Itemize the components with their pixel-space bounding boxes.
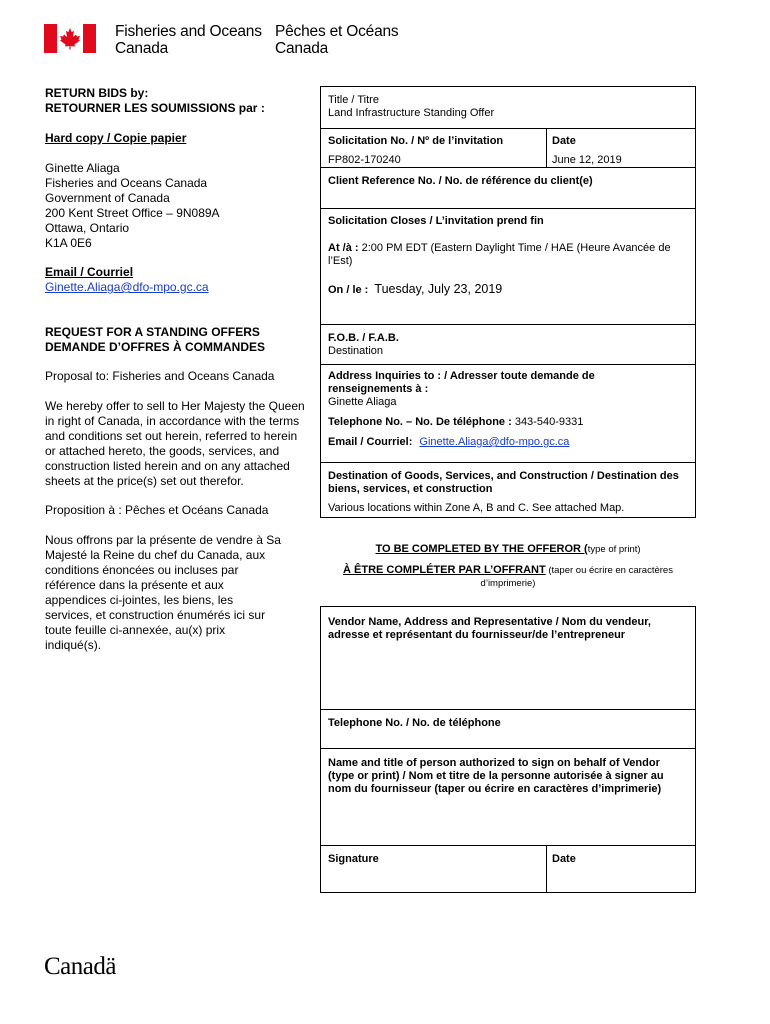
canada-flag-logo: [44, 24, 96, 53]
solicitation-field: [328, 135, 503, 167]
vendor-telephone-input[interactable]: [322, 731, 694, 746]
maple-leaf-icon: [58, 27, 82, 50]
offer-text-en: We hereby offer to sell to Her Majesty the Queen in right of Canada, in accordance with the terms and conditions set out herein, referred to herein or attached hereto, the goods, services, and construction listed herein and on any attached sheets at the price(s) set out therefor.: [45, 399, 305, 488]
solicitation-label: Solicitation No. / Nº de l’invitation: [328, 135, 504, 147]
request-heading: REQUEST FOR A STANDING OFFERS DEMANDE D’OFFRES À COMMANDES: [45, 325, 266, 354]
signature-label: Signature: [328, 853, 379, 865]
department-name-fr: Pêches et Océans Canada: [275, 23, 399, 57]
authorized-person-input[interactable]: [322, 798, 694, 843]
proposal-to-fr: Proposition à : Pêches et Océans Canada: [45, 503, 269, 517]
offeror-heading-fr: À ÊTRE COMPLÉTER PAR L’OFFRANT: [343, 564, 546, 576]
vendor-name-input[interactable]: [322, 645, 694, 707]
destination-label: Destination of Goods, Services, and Construction / Destination des: [328, 470, 679, 482]
closing-time: [328, 242, 690, 268]
authorized-person-label: Name and title of person authorized to sign on behalf of Vendor (type or print) / Nom et titre de la personne autorisée à signer au nom du fournisseur (taper ou écrire en caractères d’imprimerie): [328, 757, 664, 795]
signature-date-label: Date: [552, 853, 576, 865]
offeror-note-fr: (taper ou écrire en caractères: [545, 565, 673, 576]
inquiries-label-line2: renseignements à :: [328, 383, 429, 395]
date-field: [552, 135, 622, 167]
destination-field: [328, 470, 679, 515]
offeror-note-en: type of print): [587, 544, 641, 555]
fob-field: [328, 332, 399, 358]
on-value: Tuesday, July 23, 2019: [374, 282, 503, 296]
date-label: Date: [552, 135, 576, 147]
closing-date: [328, 283, 502, 297]
destination-label-line2: biens, services, et construction: [328, 483, 493, 495]
inquiry-email-label: Email / Courriel:: [328, 436, 413, 448]
vendor-name-label: Vendor Name, Address and Representative / Nom du vendeur, adresse et représentant du fournisseur/de l’entrepreneur: [328, 616, 651, 641]
client-reference-label: Client Reference No. / No. de référence du client(e): [328, 175, 593, 187]
email-link[interactable]: Ginette.Aliaga@dfo-mpo.gc.ca: [45, 280, 209, 294]
fob-label: F.O.B. / F.A.B.: [328, 332, 399, 344]
solicitation-closes-label: Solicitation Closes / L’invitation prend fin: [328, 215, 544, 227]
offer-text-fr: Nous offrons par la présente de vendre à Sa Majesté la Reine du chef du Canada, aux conditions énoncées ou incluses par référence dans la présente et aux appendices ci-jointes, les biens, les services, et construction énumérés ici sur toute feuille ci-annexée, au(x) prix indiqué(s).: [45, 533, 281, 652]
email-heading: Email / Courriel: [45, 265, 134, 279]
phone-value: 343-540-9331: [511, 416, 584, 428]
at-value: 2:00 PM EDT (Eastern Daylight Time / HAE (Heure Avancée de: [358, 242, 671, 254]
department-name-en: Fisheries and Oceans Canada: [115, 23, 262, 57]
title-field: [328, 94, 494, 120]
inquiries-field: [328, 370, 595, 409]
fob-value: Destination: [328, 345, 384, 357]
vendor-telephone-label: Telephone No. / No. de téléphone: [328, 717, 501, 729]
inquiry-email-field: [328, 436, 569, 449]
canada-wordmark: Canadä: [44, 953, 116, 980]
at-value-line2: l’Est): [328, 255, 353, 267]
return-bids-heading: RETURN BIDS by: RETOURNER LES SOUMISSIONS par :: [45, 86, 265, 115]
title-label: Title / Titre: [328, 94, 379, 106]
offeror-note-fr-2: d’imprimerie): [480, 578, 536, 589]
proposal-to-en: Proposal to: Fisheries and Oceans Canada: [45, 369, 275, 383]
signature-input[interactable]: [322, 868, 544, 891]
inquiry-email-link[interactable]: Ginette.Aliaga@dfo-mpo.gc.ca: [419, 436, 570, 448]
title-value: Land Infrastructure Standing Offer: [328, 107, 495, 119]
solicitation-value: FP802-170240: [328, 154, 401, 166]
date-value: June 12, 2019: [552, 154, 622, 166]
phone-field: [328, 416, 583, 429]
return-address: Ginette Aliaga Fisheries and Oceans Canada Government of Canada 200 Kent Street Office – 9N089A Ottawa, Ontario K1A 0E6: [45, 161, 220, 250]
on-label: On / le :: [328, 284, 369, 296]
phone-label: Telephone No. – No. De téléphone :: [328, 416, 512, 428]
destination-value: Various locations within Zone A, B and C. See attached Map.: [328, 502, 625, 514]
signature-date-input[interactable]: [548, 868, 694, 891]
offeror-heading-en: TO BE COMPLETED BY THE OFFEROR (: [375, 543, 588, 555]
inquiries-label: Address Inquiries to : / Adresser toute demande de: [328, 370, 595, 382]
offeror-instructions: [320, 543, 696, 590]
at-label: At /à :: [328, 242, 359, 254]
inquiries-value: Ginette Aliaga: [328, 396, 397, 408]
hard-copy-heading: Hard copy / Copie papier: [45, 131, 187, 145]
